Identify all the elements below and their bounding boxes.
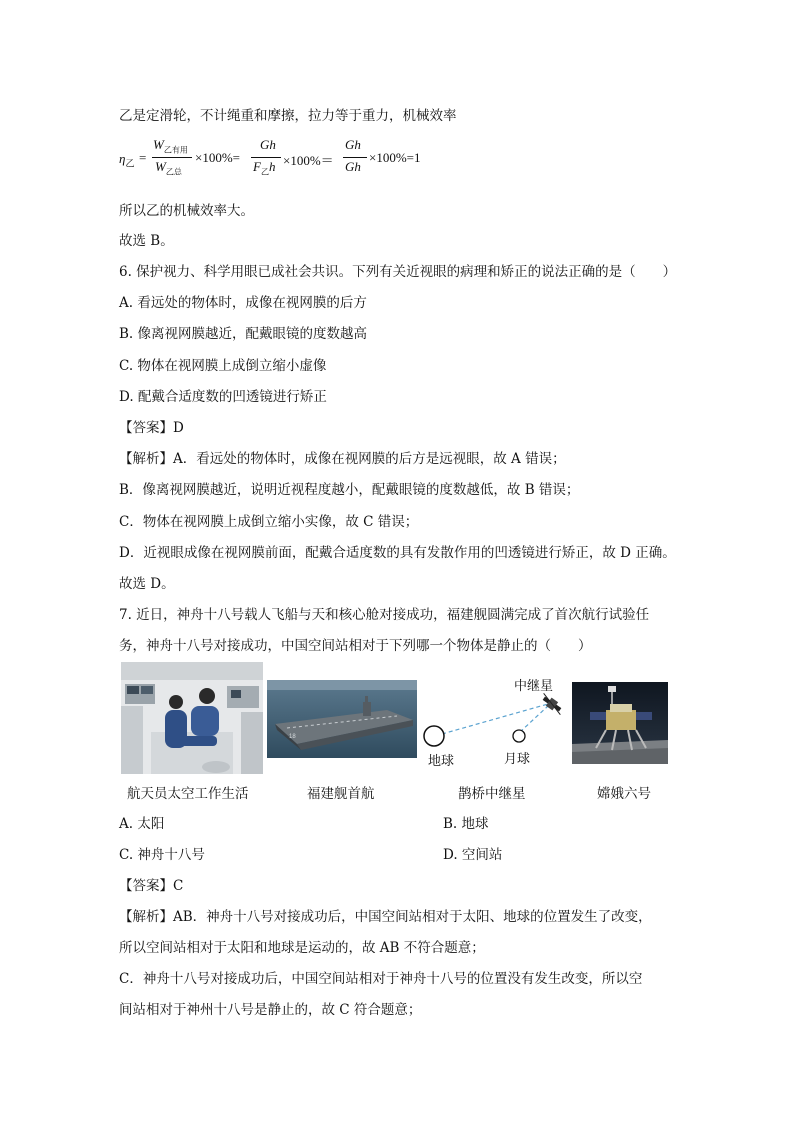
lander-illustration (572, 682, 668, 764)
fraction-1-denominator: $W_{乙总}$ (155, 159, 182, 177)
analysis-line: 间站相对于神州十八号是静止的，故 C 符合题意； (119, 1002, 422, 1018)
astronaut-illustration (121, 662, 263, 774)
question-7-stem: 7. 近日，神舟十八号载人飞船与天和核心舱对接成功，福建舰圆满完成了首次航行试验任 (119, 607, 650, 623)
analysis-line: C．物体在视网膜上成倒立缩小实像，故 C 错误； (119, 514, 419, 530)
analysis-conclusion: 故选 D。 (119, 576, 175, 592)
paragraph-line: 乙是定滑轮，不计绳重和摩擦，拉力等于重力，机械效率 (119, 108, 457, 124)
fraction-3-bar (343, 157, 367, 158)
image-caption: 福建舰首航 (307, 786, 375, 802)
fraction-3-denominator: Gh (345, 159, 361, 174)
question-7-analysis: 【解析】AB．神舟十八号对接成功后，中国空间站相对于太阳、地球的位置发生了改变， (119, 909, 652, 925)
analysis-line: B．像离视网膜越近，说明近视程度越小，配戴眼镜的度数越低，故 B 错误； (119, 482, 580, 498)
image-caption: 嫦娥六号 (597, 786, 651, 802)
question-7-option-d: D. 空间站 (443, 847, 503, 863)
paragraph-line: 故选 B。 (119, 233, 174, 249)
times-100-3: ×100%=1 (369, 150, 421, 165)
satellite-icon (538, 692, 565, 715)
question-6-option-d: D. 配戴合适度数的凹透镜进行矫正 (119, 389, 327, 405)
analysis-line: D．近视眼成像在视网膜前面，配戴合适度数的具有发散作用的凹透镜进行矫正，故 D 正确。 (119, 545, 676, 561)
relay-satellite-diagram (420, 672, 570, 772)
question-6-stem: 6. 保护视力、科学用眼已成社会共识。下列有关近视眼的病理和矫正的说法正确的是（ ） (119, 264, 677, 280)
analysis-line: C．神舟十八号对接成功后，中国空间站相对于神舟十八号的位置没有发生改变，所以空 (119, 971, 643, 987)
earth-circle (424, 726, 444, 746)
question-7-option-c: C. 神舟十八号 (119, 847, 205, 863)
eta-symbol: $\eta_乙$ (119, 151, 135, 169)
paragraph-line: 所以乙的机械效率大。 (119, 203, 254, 219)
question-7-stem: 务，神舟十八号对接成功，中国空间站相对于下列哪一个物体是静止的（ ） (119, 638, 592, 654)
fraction-2-denominator: $F_乙h$ (253, 159, 276, 177)
question-7-answer: 【答案】C (119, 878, 184, 894)
question-7-option-b: B. 地球 (443, 816, 489, 832)
question-6-option-b: B. 像离视网膜越近，配戴眼镜的度数越高 (119, 326, 368, 342)
fraction-2-bar (251, 157, 281, 158)
moon-label: 月球 (504, 751, 531, 766)
times-100-2: ×100%＝ (283, 153, 334, 168)
fraction-1-bar (152, 157, 192, 158)
image-caption: 航天员太空工作生活 (127, 786, 249, 802)
carrier-illustration (267, 680, 417, 758)
times-100-1: ×100%= (195, 150, 240, 165)
image-caption: 鹊桥中继星 (458, 786, 526, 802)
equals-sign: = (139, 150, 147, 165)
relay-label: 中继星 (514, 678, 554, 693)
lander-photo (572, 682, 668, 764)
question-6-answer: 【答案】D (119, 420, 184, 436)
question-6-analysis: 【解析】A．看远处的物体时，成像在视网膜的后方是远视眼，故 A 错误； (119, 451, 566, 467)
svg-text:18: 18 (289, 734, 296, 740)
question-6-option-a: A. 看远处的物体时，成像在视网膜的后方 (119, 295, 367, 311)
astronaut-photo (121, 662, 263, 774)
carrier-photo (267, 680, 417, 758)
question-6-option-c: C. 物体在视网膜上成倒立缩小虚像 (119, 358, 327, 374)
fraction-1-numerator: $W_{乙有用}$ (153, 137, 188, 155)
earth-label: 地球 (428, 753, 455, 768)
fraction-3-numerator: Gh (345, 137, 361, 152)
analysis-line: 所以空间站相对于太阳和地球是运动的，故 AB 不符合题意； (119, 940, 485, 956)
fraction-2-numerator: Gh (260, 137, 276, 152)
moon-circle (513, 730, 525, 742)
question-7-option-a: A. 太阳 (119, 816, 165, 832)
